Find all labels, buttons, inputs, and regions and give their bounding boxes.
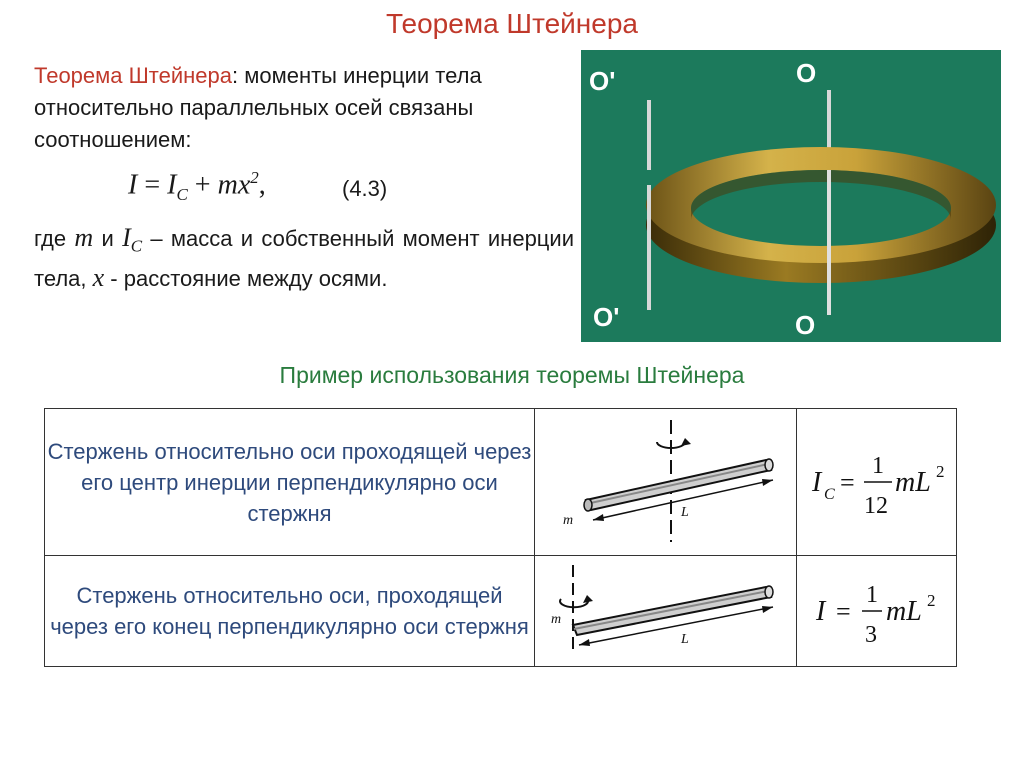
theorem-term: Теорема Штейнера xyxy=(34,63,232,88)
formula-explanation xyxy=(34,222,574,295)
formula-mx: mx xyxy=(217,169,251,201)
expl-IC: I xyxy=(122,223,131,252)
f2-rhs: mL xyxy=(885,596,922,627)
formula-eq: = xyxy=(137,169,168,201)
expl-tail: - расстояние между осями. xyxy=(104,266,388,292)
ring-axes-image xyxy=(581,50,1001,342)
label-o-bottom: O xyxy=(795,310,816,340)
row2-formula-svg xyxy=(802,566,952,656)
expl-m: m xyxy=(74,223,94,252)
f2-den: 3 xyxy=(864,622,877,648)
f1-eq: = xyxy=(839,468,855,497)
row1-L-label: L xyxy=(680,505,689,520)
f2-num: 1 xyxy=(865,582,878,608)
f1-exp: 2 xyxy=(935,462,944,481)
formula-plus: + xyxy=(187,169,218,201)
expl-and: и xyxy=(93,226,123,251)
expl-x: x xyxy=(92,263,105,293)
row1-figure xyxy=(535,409,797,556)
row2-formula xyxy=(797,556,957,667)
row2-m-label: m xyxy=(550,612,561,627)
row2-figure xyxy=(535,556,797,667)
expl-pre: где xyxy=(34,226,75,251)
row2-L-label: L xyxy=(680,632,689,647)
row1-description: Стержень относительно оси проходящей через его центр инерции перпендикулярно оси стержня xyxy=(45,409,535,556)
f2-lhs: I xyxy=(815,596,825,627)
table-row xyxy=(45,409,957,556)
label-o-prime-top: O' xyxy=(589,66,616,96)
f1-den: 12 xyxy=(863,493,888,519)
formula-exp: 2 xyxy=(250,168,259,187)
expl-C: C xyxy=(130,236,143,256)
table-row xyxy=(45,556,957,667)
row2-description: Стержень относительно оси, проходящей через его конец перпендикулярно оси стержня xyxy=(45,556,535,667)
f1-lhs: I xyxy=(811,467,821,498)
f1-sub: C xyxy=(823,486,835,503)
f2-eq: = xyxy=(835,597,851,626)
f1-rhs: mL xyxy=(894,467,931,498)
ring-illustration xyxy=(581,50,1001,342)
row1-m-label: m xyxy=(562,513,573,528)
rod-center-axis-diagram xyxy=(541,412,791,552)
theorem-statement xyxy=(34,60,574,156)
row1-formula-svg xyxy=(802,437,952,527)
equation-number: (4.3) xyxy=(342,176,388,201)
row1-formula xyxy=(797,409,957,556)
formula-comma: , xyxy=(258,169,266,201)
examples-table xyxy=(44,408,957,667)
f1-num: 1 xyxy=(871,453,884,479)
slide-title: Теорема Штейнера xyxy=(386,8,638,39)
steiner-formula xyxy=(128,168,266,208)
example-title: Пример использования теоремы Штейнера xyxy=(279,362,745,388)
expl-post: – масса и собственный момент инерции тела, xyxy=(34,226,574,292)
formula-C: C xyxy=(176,184,188,204)
theorem-text: : моменты инерции тела относительно параллельных осей связаны соотношением: xyxy=(34,63,482,152)
formula-IC: I xyxy=(167,169,177,201)
rod-end-axis-diagram xyxy=(541,559,791,663)
label-o-prime-bottom: O' xyxy=(593,302,620,332)
label-o-top: O xyxy=(796,58,817,88)
f2-exp: 2 xyxy=(926,591,935,610)
formula-I: I xyxy=(128,169,138,201)
